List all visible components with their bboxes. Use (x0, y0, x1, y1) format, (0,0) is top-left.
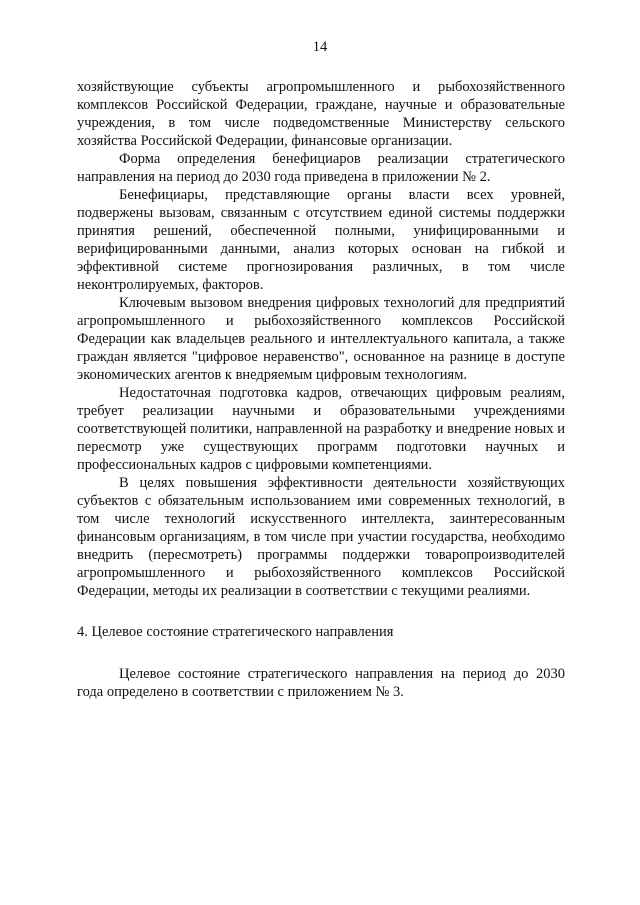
paragraph-target-state: Целевое состояние стратегического направления на период до 2030 года определено в соответствии с приложением № 3. (77, 666, 565, 700)
document-body (77, 78, 565, 701)
paragraph-efficiency-measures: В целях повышения эффективности деятельности хозяйствующих субъектов с обязательным использованием ими современных технологий, в том числе технологий искусственного интеллекта, заинтересованным финансовым организациям, в том числе при участии государства, необходимо внедрить (пересмотреть) программы поддержки товаропроизводителей агропромышленного и рыбохозяйственного комплексов Российской Федерации, методы их реализации в соответствии с текущими реалиями. (77, 475, 565, 599)
paragraph-personnel-training: Недостаточная подготовка кадров, отвечающих цифровым реалиям, требует реализации научными и образовательными учреждениями соответствующей политики, направленной на разработку и внедрение новых и пересмотр уже существующих программ подготовки научных и профессиональных кадров с цифровыми компетенциями. (77, 385, 565, 473)
paragraph-beneficiaries-challenges: Бенефициары, представляющие органы власти всех уровней, подвержены вызовам, связанным с отсутствием единой системы поддержки принятия решений, обеспеченной полными, унифицированными и верифицированными данными, анализ которых основан на гибкой и эффективной системе прогнозирования различных, в том числе неконтролируемых, факторов. (77, 187, 565, 293)
paragraph-beneficiaries-form: Форма определения бенефициаров реализации стратегического направления на период до 2030 года приведена в приложении № 2. (77, 151, 565, 185)
paragraph-digital-inequality: Ключевым вызовом внедрения цифровых технологий для предприятий агропромышленного и рыбохозяйственного комплексов Российской Федерации как владельцев реального и интеллектуального капитала, а также граждан является "цифровое неравенство", основанное на разнице в доступе экономических агентов к внедряемым цифровым технологиям. (77, 295, 565, 383)
page-number: 14 (312, 39, 328, 55)
paragraph-continuation: хозяйствующие субъекты агропромышленного и рыбохозяйственного комплексов Российской Федерации, граждане, научные и образовательные учреждения, в том числе подведомственные Министерству сельского хозяйства Российской Федерации, финансовые организации. (77, 79, 565, 149)
section-heading: 4. Целевое состояние стратегического направления (77, 624, 394, 640)
